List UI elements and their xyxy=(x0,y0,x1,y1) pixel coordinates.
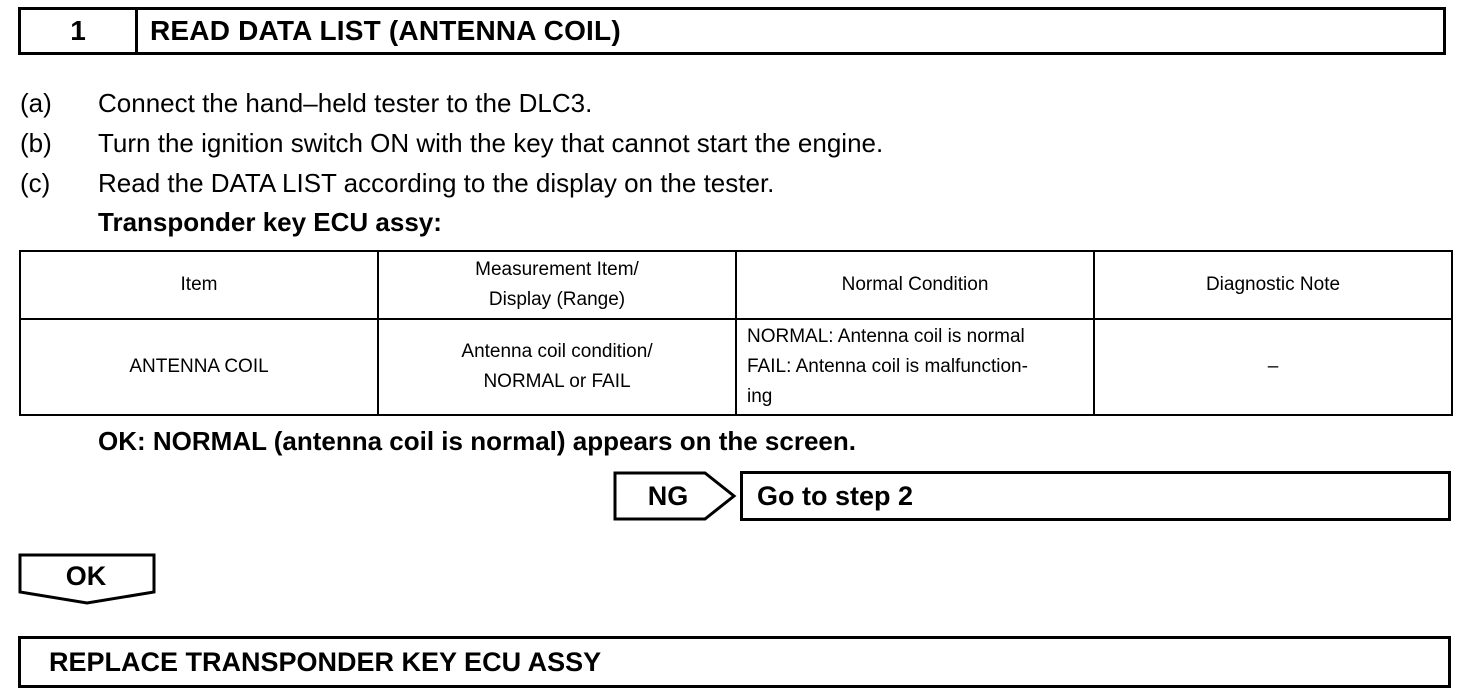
cell-normal-condition xyxy=(736,319,1094,415)
final-action-box xyxy=(18,636,1451,688)
header-measurement-line2: Display (Range) xyxy=(488,289,626,310)
cell-diagnostic-note: – xyxy=(1094,319,1452,415)
instruction-label: (c) xyxy=(20,168,51,198)
step-number: 1 xyxy=(21,10,138,52)
table-header-row xyxy=(20,251,1452,319)
instruction-c xyxy=(20,168,774,198)
header-normal-condition: Normal Condition xyxy=(736,251,1094,319)
instruction-label: (b) xyxy=(20,128,52,158)
cell-item: ANTENNA COIL xyxy=(20,319,378,415)
ok-condition: OK: NORMAL (antenna coil is normal) appears on the screen. xyxy=(98,426,856,456)
header-measurement xyxy=(378,251,736,319)
table-row xyxy=(20,319,1452,415)
final-action-text: REPLACE TRANSPONDER KEY ECU ASSY xyxy=(49,646,602,677)
instruction-text: Turn the ignition switch ON with the key that cannot start the engine. xyxy=(98,128,884,158)
header-measurement-line1: Measurement Item/ xyxy=(475,259,639,280)
cell-measurement xyxy=(378,319,736,415)
cell-normal-line3: ing xyxy=(747,386,773,407)
ng-action-box xyxy=(740,471,1451,521)
ng-label: NG xyxy=(647,480,689,511)
instruction-b xyxy=(20,128,883,158)
cell-measurement-line2: NORMAL or FAIL xyxy=(483,371,631,392)
ng-action-text: Go to step 2 xyxy=(757,480,914,511)
instruction-text: Read the DATA LIST according to the display on the tester. xyxy=(98,168,775,198)
instruction-a xyxy=(20,88,592,118)
cell-normal-line2: FAIL: Antenna coil is malfunction- xyxy=(747,356,1028,377)
instruction-text: Connect the hand–held tester to the DLC3. xyxy=(98,88,593,118)
header-item: Item xyxy=(20,251,378,319)
data-list-table xyxy=(19,250,1453,416)
step-header xyxy=(18,7,1446,55)
instruction-label: (a) xyxy=(20,88,52,118)
step-title: READ DATA LIST (ANTENNA COIL) xyxy=(150,15,621,46)
header-diagnostic-note: Diagnostic Note xyxy=(1094,251,1452,319)
ecu-subheading: Transponder key ECU assy: xyxy=(98,207,442,237)
cell-measurement-line1: Antenna coil condition/ xyxy=(461,341,653,362)
ok-label: OK xyxy=(65,560,107,591)
cell-normal-line1: NORMAL: Antenna coil is normal xyxy=(747,326,1025,347)
